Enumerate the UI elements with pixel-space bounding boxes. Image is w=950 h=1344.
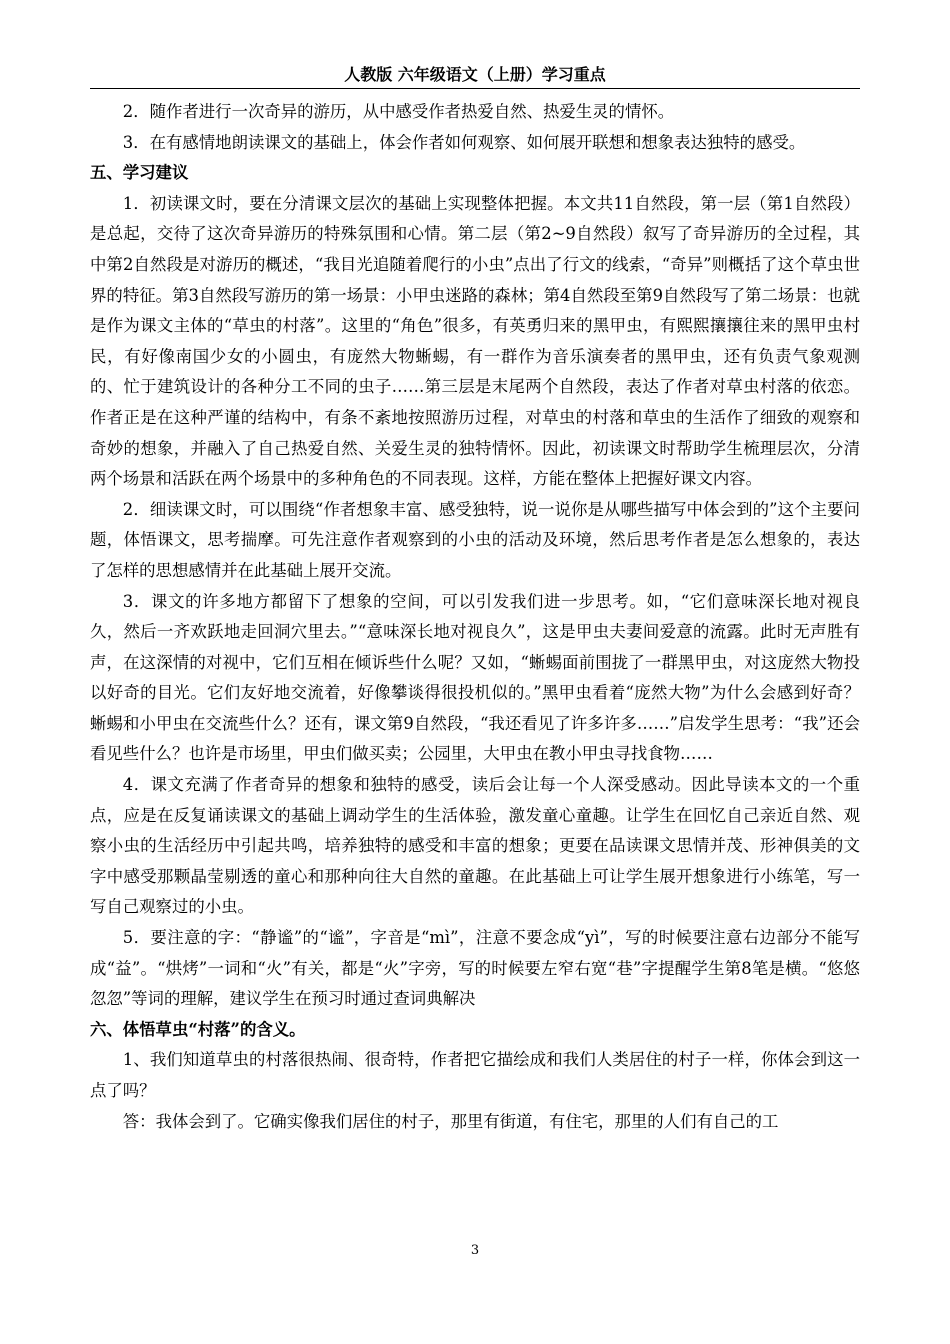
page-number: 3 (470, 1243, 480, 1258)
question-paragraph-1: 1、我们知道草虫的村落很热闹、很奇特，作者把它描绘成和我们人类居住的村子一样，你体会到这一点了吗？ (90, 1050, 860, 1100)
objective-paragraph-3: 3．在有感情地朗读课文的基础上，体会作者如何观察、如何展开联想和想象表达独特的感受。 (122, 132, 806, 152)
objective-paragraph-2: 2．随作者进行一次奇异的游历，从中感受作者热爱自然、热爱生灵的情怀。 (122, 102, 675, 121)
running-header: 人教版 六年级语文（上册）学习重点 (344, 65, 606, 84)
suggestion-paragraph-5: 5．要注意的字：“静谧”的“谧”，字音是“mì”，注意不要念成“yì”，写的时候要注意右边部分不能写成“益”。“烘烤”一词和“火”有关，都是“火”字旁，写的时候要左窄右宽“巷”字提醒学生第8笔是横。“悠悠忽忽”等词的理解，建议学生在预习时通过查词典解决 (90, 928, 860, 1009)
header-rule (90, 88, 860, 89)
suggestion-paragraph-1: 1．初读课文时，要在分清课文层次的基础上实现整体把握。本文共11自然段，第一层（第1自然段）是总起，交待了这次奇异游历的特殊氛围和心情。第二层（第2~9自然段）叙写了奇异游历的全过程，其中第2自然段是对游历的概述，“我目光追随着爬行的小虫”点出了行文的线索，“奇异”则概括了这个草虫世界的特征。第3自然段写游历的第一场景：小甲虫迷路的森林；第4自然段至第9自然段写了第二场景：也就是作为课文主体的“草虫的村落”。这里的“角色”很多，有英勇归来的黑甲虫，有熙熙攘攘往来的黑甲虫村民，有好像南国少女的小圆虫，有庞然大物蜥蜴，有一群作为音乐演奏者的黑甲虫，还有负责气象观测的、忙于建筑设计的各种分工不同的虫子……第三层是末尾两个自然段，表达了作者对草虫村落的依恋。作者正是在这种严谨的结构中，有条不紊地按照游历过程，对草虫的村落和草虫的生活作了细致的观察和奇妙的想象，并融入了自己热爱自然、关爱生灵的独特情怀。因此，初读课文时帮助学生梳理层次，分清两个场景和活跃在两个场景中的多种角色的不同表现。这样，方能在整体上把握好课文内容。 (90, 193, 860, 489)
document-body (90, 97, 860, 1137)
answer-paragraph-1: 答：我体会到了。它确实像我们居住的村子，那里有街道，有住宅，那里的人们有自己的工 (122, 1111, 779, 1131)
suggestion-paragraph-4: 4．课文充满了作者奇异的想象和独特的感受，读后会让每一个人深受感动。因此导读本文的一个重点，应是在反复诵读课文的基础上调动学生的生活体验，激发童心童趣。让学生在回忆自己亲近自然、观察小虫的生活经历中引起共鸣，培养独特的感受和丰富的想象；更要在品读课文思情并茂、形神俱美的文字中感受那颗晶莹剔透的童心和那种向往大自然的童趣。在此基础上可让学生展开想象进行小练笔，写一写自己观察过的小虫。 (90, 775, 860, 917)
section-heading-village-meaning: 六、体悟草虫“村落”的含义。 (90, 1019, 306, 1039)
section-heading-study-suggestions: 五、学习建议 (90, 163, 189, 183)
suggestion-paragraph-3: 3．课文的许多地方都留下了想象的空间，可以引发我们进一步思考。如，“它们意味深长地对视良久，然后一齐欢跃地走回洞穴里去。”“意味深长地对视良久”，这是甲虫夫妻间爱意的流露。此时无声胜有声，在这深情的对视中，它们互相在倾诉些什么呢？又如，“蜥蜴面前围拢了一群黑甲虫，对这庞然大物投以好奇的目光。它们友好地交流着，好像攀谈得很投机似的。”黑甲虫看着“庞然大物”为什么会感到好奇？蜥蜴和小甲虫在交流些什么？还有，课文第9自然段，“我还看见了许多许多……”启发学生思考：“我”还会看见些什么？也许是市场里，甲虫们做买卖；公园里，大甲虫在教小甲虫寻找食物…… (90, 591, 860, 764)
suggestion-paragraph-2: 2．细读课文时，可以围绕“作者想象丰富、感受独特，说一说你是从哪些描写中体会到的”这个主要问题，体悟课文，思考揣摩。可先注意作者观察到的小虫的活动及环境，然后思考作者是怎么想象的，表达了怎样的思想感情并在此基础上展开交流。 (90, 499, 860, 580)
